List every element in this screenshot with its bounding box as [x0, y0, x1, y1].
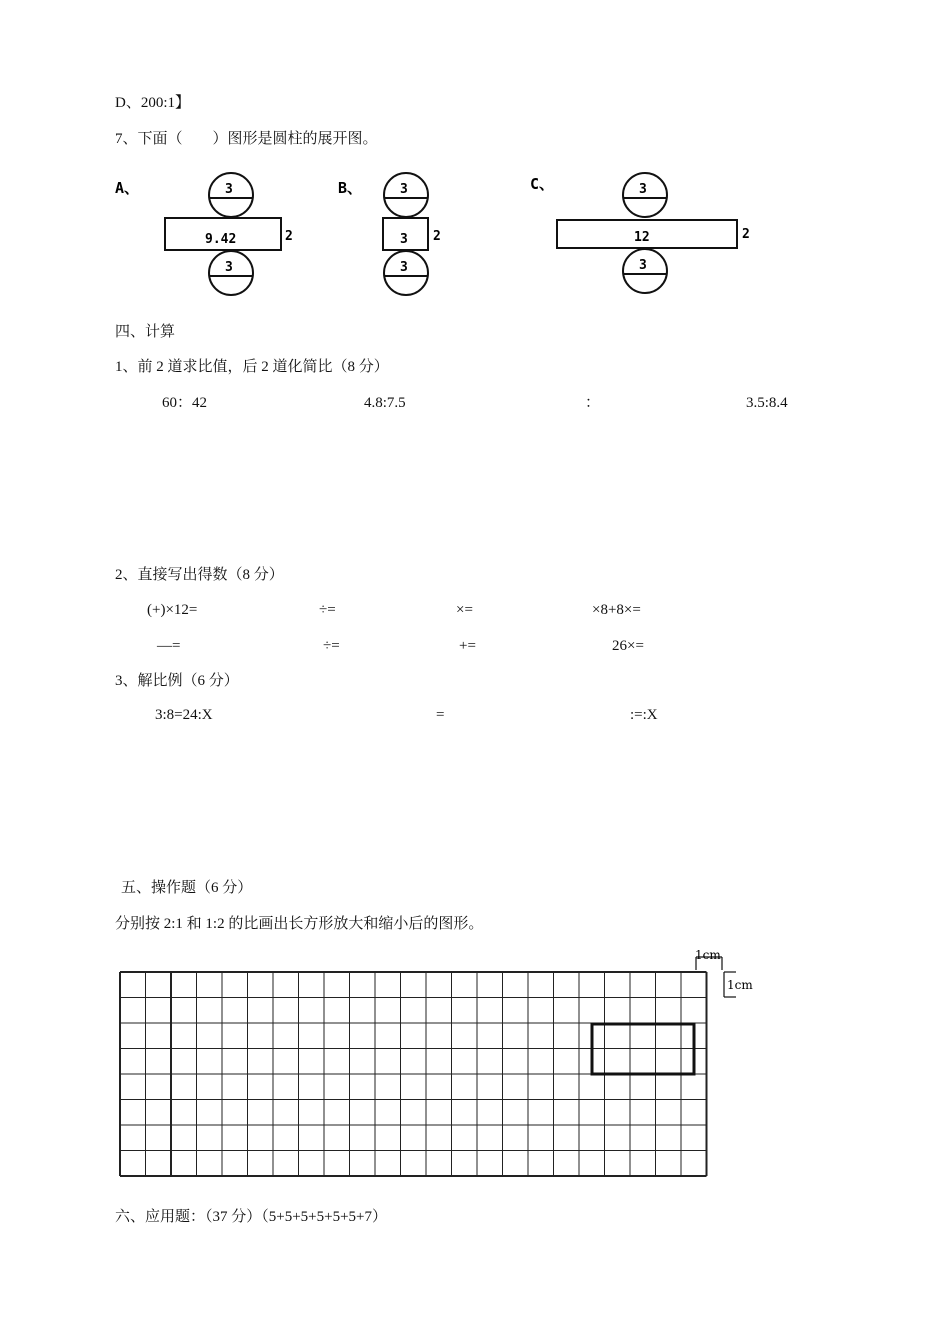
option-b-rect-value: 3 [400, 232, 408, 247]
q3-item-2: = [436, 707, 445, 723]
option-a-bottom-circle-value: 3 [225, 260, 233, 275]
q3-item-1: 3:8=24:X [155, 707, 213, 723]
section6-title: 六、应用题：（37 分）（5+5+5+5+5+5+7） [115, 1209, 388, 1225]
q2-row2-item-4: 26×= [612, 638, 644, 654]
q1-item-1: 60：42 [162, 395, 208, 411]
section4-q3-title: 3、解比例（6 分） [115, 673, 239, 689]
q3-item-3: :=:X [630, 707, 658, 723]
section4-q2-title: 2、直接写出得数（8 分） [115, 567, 284, 583]
q1-item-2: 4.8:7.5 [364, 395, 406, 411]
section5-title: 五、操作题（6 分） [121, 880, 253, 896]
q2-row1-item-4: ×8+8×= [592, 602, 641, 618]
option-c-side-value: 2 [742, 227, 750, 242]
q1-item-4: 3.5:8.4 [746, 395, 788, 411]
section4-q1-title: 1、前 2 道求比值，后 2 道化简比（8 分） [115, 359, 389, 375]
q7-question: 7、下面（ ）图形是圆柱的展开图。 [115, 131, 378, 147]
q7-option-c-label[interactable]: C、 [530, 175, 555, 193]
q2-row1-item-2: ÷= [319, 602, 336, 618]
option-b-side-value: 2 [433, 229, 441, 244]
option-b-top-circle-value: 3 [400, 182, 408, 197]
q6-option-d: D、200:1】 [115, 95, 191, 111]
q7-figures [110, 165, 810, 305]
section4-title: 四、计算 [115, 324, 176, 340]
option-c-bottom-circle-value: 3 [639, 258, 647, 273]
q1-item-3: ： [585, 395, 601, 411]
drawing-grid[interactable] [115, 945, 765, 1185]
q2-row2-item-3: += [459, 638, 476, 654]
q2-row1-item-3: ×= [456, 602, 473, 618]
q7-option-b-label[interactable]: B、 [338, 179, 363, 197]
q2-row1-item-1: (+)×12= [147, 602, 198, 618]
unit-y-label: 1cm [727, 978, 753, 992]
option-a-side-value: 2 [285, 229, 293, 244]
q7-option-a-label[interactable]: A、 [115, 179, 140, 197]
unit-x-label: 1cm [695, 948, 721, 962]
q2-row2-item-1: —= [157, 638, 181, 654]
section5-instruction: 分别按 2:1 和 1:2 的比画出长方形放大和缩小后的图形。 [115, 916, 484, 932]
option-c-rect-value: 12 [634, 230, 650, 245]
option-c-top-circle-value: 3 [639, 182, 647, 197]
option-a-top-circle-value: 3 [225, 182, 233, 197]
q2-row2-item-2: ÷= [323, 638, 340, 654]
option-b-bottom-circle-value: 3 [400, 260, 408, 275]
option-a-rect-value: 9.42 [205, 232, 237, 247]
